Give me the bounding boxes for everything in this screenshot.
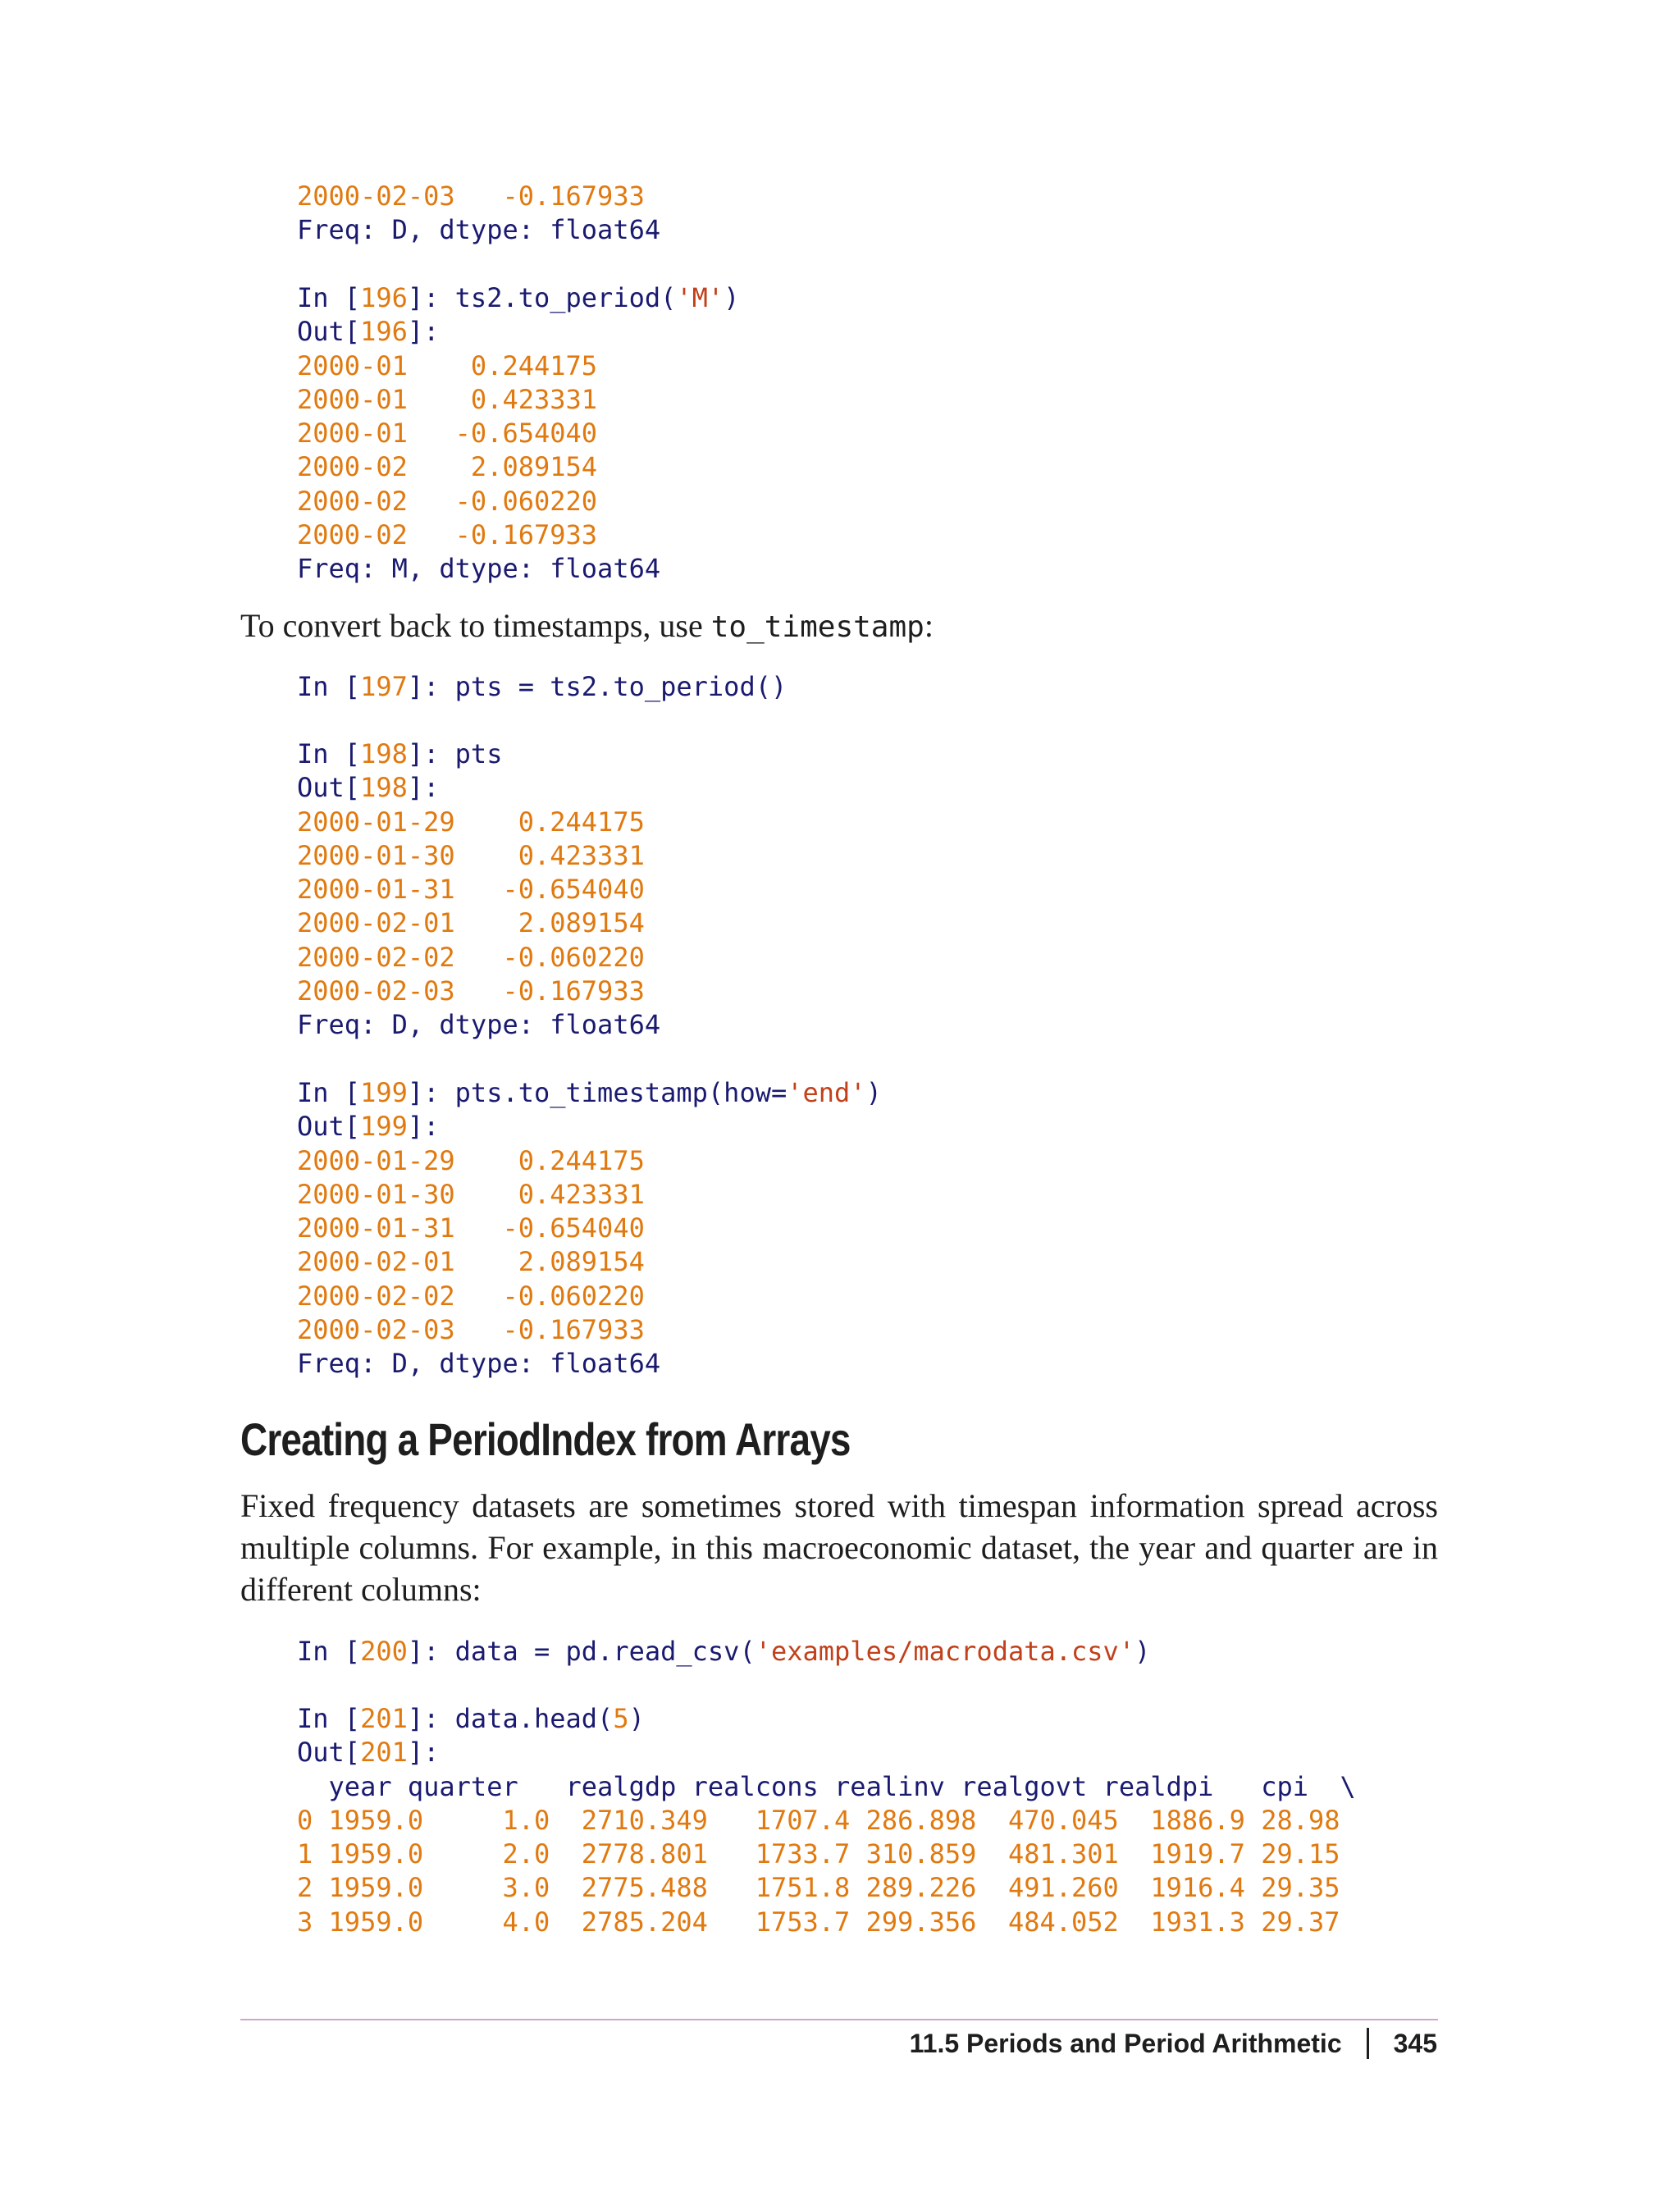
column-header: realgdp bbox=[565, 1770, 677, 1802]
freq-line: Freq: D, dtype: float64 bbox=[297, 1009, 661, 1041]
table-cell: 491.260 bbox=[1007, 1872, 1119, 1904]
column-header: cpi bbox=[1261, 1770, 1308, 1802]
series-index: 2000-02-02 bbox=[297, 1280, 455, 1312]
table-cell: 484.052 bbox=[1007, 1906, 1119, 1938]
cell-number: 196 bbox=[360, 282, 408, 313]
series-value: 2.089154 bbox=[454, 451, 598, 483]
table-cell: 1733.7 bbox=[755, 1838, 851, 1870]
series-rows bbox=[297, 1145, 645, 1345]
table-cell: 1753.7 bbox=[755, 1906, 851, 1938]
series-value: 2.089154 bbox=[502, 907, 645, 939]
series-index: 2000-01-30 bbox=[297, 839, 455, 871]
series-index: 2000-01-29 bbox=[297, 806, 455, 838]
out-number: 201 bbox=[360, 1737, 408, 1769]
cell-arg: 'M' bbox=[676, 282, 724, 313]
cell-code: data.head( bbox=[454, 1703, 614, 1734]
series-value: 2.089154 bbox=[502, 1246, 645, 1278]
row-index: 1 bbox=[297, 1838, 313, 1870]
series-index: 2000-02-01 bbox=[297, 907, 455, 939]
cell-number: 201 bbox=[360, 1703, 408, 1734]
cell-arg: 'end' bbox=[787, 1077, 866, 1108]
series-value: 0.244175 bbox=[502, 1144, 645, 1176]
inline-code: to_timestamp bbox=[710, 610, 924, 644]
page-footer bbox=[910, 2028, 1437, 2059]
code-output-block-1 bbox=[297, 180, 660, 248]
series-value: -0.167933 bbox=[502, 180, 645, 212]
series-index: 2000-01-29 bbox=[297, 1144, 455, 1176]
code-cell-197: In [197]: pts = ts2.to_period() bbox=[297, 671, 788, 702]
table-cell: 1916.4 bbox=[1150, 1872, 1245, 1904]
series-index: 2000-02-03 bbox=[297, 1314, 455, 1346]
table-cell: 3.0 bbox=[502, 1872, 550, 1904]
out-number: 198 bbox=[360, 772, 408, 804]
cell-code: pts.to_timestamp(how= bbox=[454, 1077, 788, 1108]
series-index: 2000-02 bbox=[297, 451, 408, 483]
table-cell: 29.15 bbox=[1261, 1838, 1340, 1870]
column-header: realgovt bbox=[961, 1770, 1088, 1802]
series-index: 2000-02-02 bbox=[297, 941, 455, 973]
series-value: -0.167933 bbox=[502, 975, 645, 1007]
freq-line: Freq: M, dtype: float64 bbox=[297, 553, 661, 585]
cell-code: pts = ts2.to_period() bbox=[454, 671, 788, 702]
row-index: 2 bbox=[297, 1872, 313, 1904]
out-number: 199 bbox=[360, 1111, 408, 1143]
table-cell: 1.0 bbox=[502, 1804, 550, 1836]
paragraph-text: To convert back to timestamps, use bbox=[240, 607, 711, 644]
table-cell: 1959.0 bbox=[328, 1906, 424, 1938]
table-cell: 1959.0 bbox=[328, 1804, 424, 1836]
table-cell: 2.0 bbox=[502, 1838, 550, 1870]
row-index: 3 bbox=[297, 1906, 313, 1938]
series-value: -0.654040 bbox=[502, 1212, 645, 1244]
series-index: 2000-02-03 bbox=[297, 180, 455, 212]
table-cell: 1751.8 bbox=[755, 1872, 851, 1904]
cell-number: 198 bbox=[360, 738, 408, 769]
series-value: 0.423331 bbox=[502, 1178, 645, 1210]
series-value: 0.423331 bbox=[502, 839, 645, 871]
column-header: realdpi bbox=[1102, 1770, 1214, 1802]
table-cell: 1931.3 bbox=[1150, 1906, 1245, 1938]
series-index: 2000-01-30 bbox=[297, 1178, 455, 1210]
body-paragraph-1 bbox=[240, 605, 1438, 648]
table-cell: 470.045 bbox=[1007, 1804, 1119, 1836]
series-index: 2000-01-31 bbox=[297, 874, 455, 906]
table-cell: 2785.204 bbox=[581, 1906, 708, 1938]
table-cell: 1707.4 bbox=[755, 1804, 851, 1836]
series-value: -0.060220 bbox=[454, 485, 598, 517]
series-rows bbox=[297, 350, 597, 550]
code-cell-198: In [198]: pts Out[198]: 2000-01-29 0.244175 2000-01-30 0.423331 2000-01-31 -0.654040 2000-02-01 2.089154 2000-02-02 -0.060220 2000-02-03 -0.167933 Freq: D, dtype: float64 bbox=[297, 738, 661, 1041]
code-cell-200: In [200]: data = pd.read_csv('examples/macrodata.csv') bbox=[297, 1636, 1151, 1667]
table-cell: 2778.801 bbox=[581, 1838, 708, 1870]
code-cell-201: In [201]: data.head(5) Out[201]: year quarter realgdp realcons realinv realgovt realdpi cpi \ 0 1959.0 1.0 2710.349 1707.4 286.898 470.045 1886.9 28.98 1 1959.0 2.0 2778.801 1733.7 310.859 481.301 1919.7 29.15 2 1959.0 3.0 2775.488 1751.8 289.226 491.260 1916.4 29.35 3 1959.0 4.0 2785.204 1753.7 299.356 484.052 1931.3 29.37 bbox=[297, 1703, 1356, 1938]
series-index: 2000-01 bbox=[297, 418, 408, 450]
cell-number: 200 bbox=[360, 1636, 408, 1667]
series-value: 0.244175 bbox=[502, 806, 645, 838]
series-index: 2000-01-31 bbox=[297, 1212, 455, 1244]
table-cell: 2775.488 bbox=[581, 1872, 708, 1904]
series-value: -0.060220 bbox=[502, 941, 645, 973]
series-value: -0.167933 bbox=[502, 1314, 645, 1346]
table-cell: 2710.349 bbox=[581, 1804, 708, 1836]
cell-arg: 5 bbox=[613, 1703, 629, 1734]
series-index: 2000-02-01 bbox=[297, 1246, 455, 1278]
series-index: 2000-01 bbox=[297, 383, 408, 415]
dataframe-output: year quarter realgdp realcons realinv realgovt realdpi cpi \ 0 1959.0 1.0 2710.349 1707.4 286.898 470.045 1886.9 28.98 1 1959.0 2.0 2778.801 1733.7 310.859 481.301 1919.7 29.15 2 1959.0 3.0 2775.488 1751.8 289.226 491.260 1916.4 29.35 3 1959.0 4.0 2785.204 1753.7 299.356 484.052 1931.3 29.37 bbox=[297, 1770, 1356, 1938]
footer-separator bbox=[1367, 2028, 1369, 2059]
code-cell-199: In [199]: pts.to_timestamp(how='end') Out[199]: 2000-01-29 0.244175 2000-01-30 0.423331 2000-01-31 -0.654040 2000-02-01 2.089154 2000-02-02 -0.060220 2000-02-03 -0.167933 Freq: D, dtype: float64 bbox=[297, 1077, 882, 1380]
cell-code: data = pd.read_csv( bbox=[454, 1636, 756, 1667]
code-cell-196: In [196]: ts2.to_period('M') Out[196]: 2000-01 0.244175 2000-01 0.423331 2000-01 -0.654040 2000-02 2.089154 2000-02 -0.060220 2000-02 -0.167933 Freq: M, dtype: float64 bbox=[297, 282, 740, 585]
series-rows bbox=[297, 806, 645, 1007]
series-value: -0.654040 bbox=[502, 874, 645, 906]
out-number: 196 bbox=[360, 316, 408, 348]
table-cell: 28.98 bbox=[1261, 1804, 1340, 1836]
table-cell: 289.226 bbox=[865, 1872, 977, 1904]
series-value: 0.244175 bbox=[454, 349, 598, 381]
row-index: 0 bbox=[297, 1804, 313, 1836]
table-cell: 1886.9 bbox=[1150, 1804, 1245, 1836]
table-cell: 4.0 bbox=[502, 1906, 550, 1938]
table-cell: 1959.0 bbox=[328, 1838, 424, 1870]
series-index: 2000-02-03 bbox=[297, 975, 455, 1007]
series-value: -0.060220 bbox=[502, 1280, 645, 1312]
freq-line: Freq: D, dtype: float64 bbox=[297, 1348, 661, 1380]
column-header: year bbox=[328, 1770, 392, 1802]
table-cell: 299.356 bbox=[865, 1906, 977, 1938]
series-value: 0.423331 bbox=[454, 383, 598, 415]
section-heading: Creating a PeriodIndex from Arrays bbox=[240, 1413, 851, 1465]
table-cell: 1959.0 bbox=[328, 1872, 424, 1904]
cell-number: 199 bbox=[360, 1077, 408, 1108]
table-cell: 1919.7 bbox=[1150, 1838, 1245, 1870]
table-cell: 29.37 bbox=[1261, 1906, 1340, 1938]
freq-line: Freq: D, dtype: float64 bbox=[297, 214, 661, 246]
cell-arg: 'examples/macrodata.csv' bbox=[755, 1636, 1135, 1667]
table-cell: 481.301 bbox=[1007, 1838, 1119, 1870]
footer-rule bbox=[240, 2019, 1438, 2020]
series-index: 2000-02 bbox=[297, 485, 408, 517]
table-cell: 286.898 bbox=[865, 1804, 977, 1836]
cell-code: ts2.to_period( bbox=[454, 282, 677, 313]
paragraph-end: : bbox=[924, 607, 934, 644]
series-value: -0.654040 bbox=[454, 418, 598, 450]
series-index: 2000-02 bbox=[297, 519, 408, 551]
column-header: realcons bbox=[692, 1770, 819, 1802]
table-cell: 29.35 bbox=[1261, 1872, 1340, 1904]
table-cell: 310.859 bbox=[865, 1838, 977, 1870]
cell-code: pts bbox=[454, 738, 503, 769]
body-paragraph-2: Fixed frequency datasets are sometimes stored with timespan information spread across multiple columns. For example, in this macroeconomic dataset, the year and quarter are in different columns: bbox=[240, 1487, 1438, 1608]
column-header: quarter bbox=[407, 1770, 518, 1802]
series-value: -0.167933 bbox=[454, 519, 598, 551]
page-number: 345 bbox=[1393, 2029, 1437, 2058]
footer-section-title: 11.5 Periods and Period Arithmetic bbox=[909, 2029, 1342, 2058]
cell-number: 197 bbox=[360, 671, 408, 702]
series-index: 2000-01 bbox=[297, 349, 408, 381]
column-header: realinv bbox=[834, 1770, 945, 1802]
